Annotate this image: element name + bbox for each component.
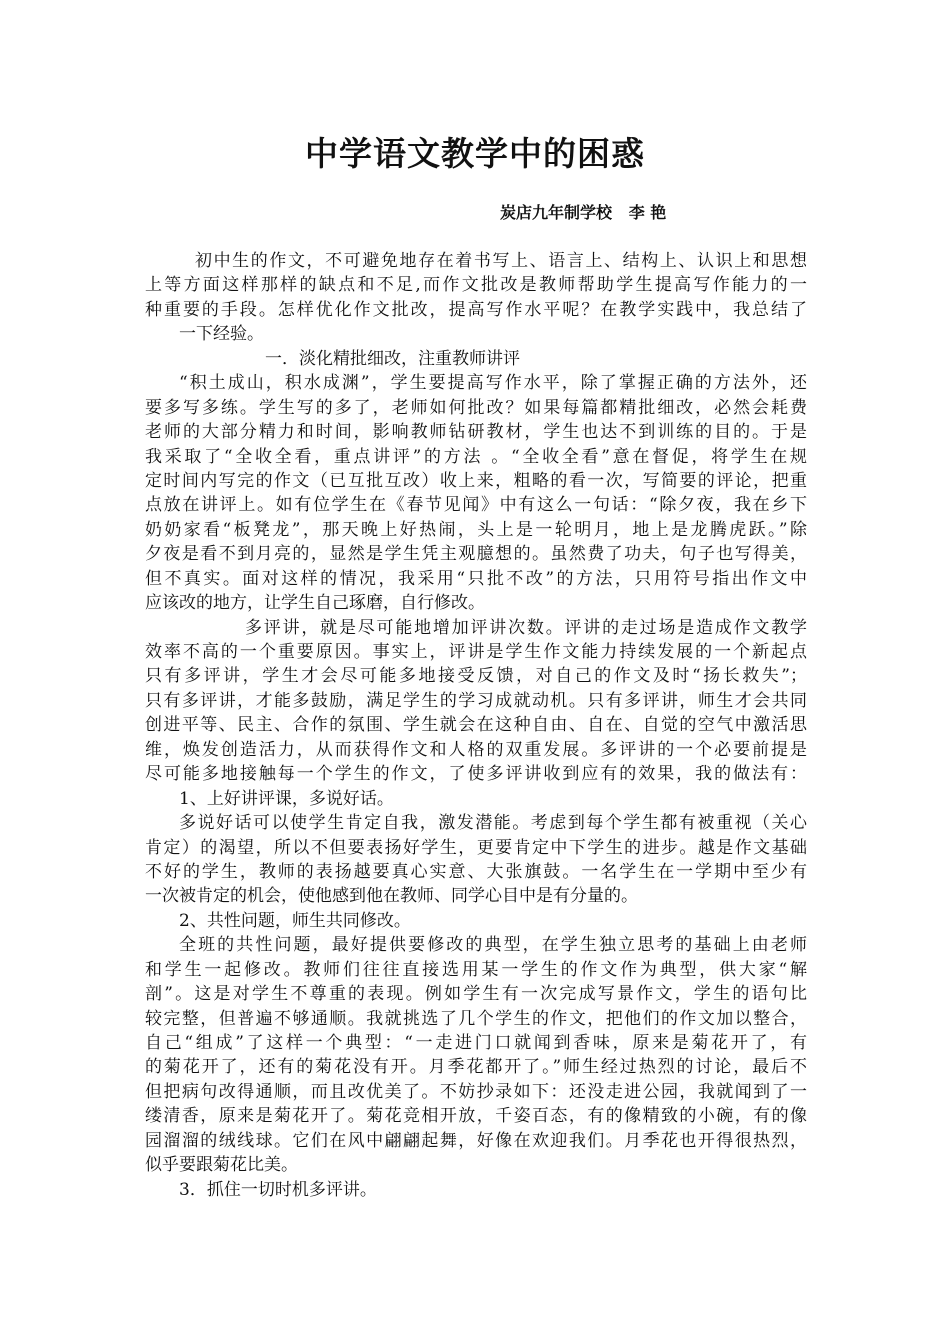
text-line: 缕清香，原来是菊花开了。菊花竞相开放，千姿百态，有的像精致的小碗，有的像 xyxy=(145,1106,807,1127)
text-line: “积土成山，积水成渊”，学生要提高写作水平，除了掌握正确的方法外，还 xyxy=(179,373,807,394)
text-line: 一次被肯定的机会，使他感到他在教师、同学心目中是有分量的。 xyxy=(145,886,638,907)
text-line: 似乎要跟菊花比美。 xyxy=(145,1155,298,1176)
text-line: 园溜溜的绒线球。它们在风中翩翩起舞，好像在欢迎我们。月季花也开得很热烈， xyxy=(145,1130,807,1151)
text-line: 和学生一起修改。教师们往往直接选用某一学生的作文作为典型，供大家“解 xyxy=(145,959,807,980)
document-body xyxy=(145,249,807,1202)
text-line: 夕夜是看不到月亮的，显然是学生凭主观臆想的。虽然费了功夫，句子也写得美， xyxy=(145,544,807,565)
document-title: 中学语文教学中的困惑 xyxy=(305,134,645,173)
text-line: 自己“组成”了这样一个典型：“一走进门口就闻到香味，原来是菊花开了，有 xyxy=(145,1033,807,1053)
text-line: 定时间内写完的作文（已互批互改）收上来，粗略的看一次，写简要的评论，把重 xyxy=(145,470,807,491)
text-line: 效率不高的一个重要原因。事实上，评讲是学生作文能力持续发展的一个新起点 xyxy=(145,642,807,662)
text-line: 剖”。这是对学生不尊重的表现。例如学生有一次完成写景作文，学生的语句比 xyxy=(145,984,807,1005)
text-line: 较完整，但普遍不够通顺。我就挑选了几个学生的作文，把他们的作文加以整合， xyxy=(145,1008,807,1029)
text-line: 一下经验。 xyxy=(179,324,264,345)
text-line: 上等方面这样那样的缺点和不足,而作文批改是教师帮助学生提高写作能力的一 xyxy=(145,275,807,296)
text-line: 种重要的手段。怎样优化作文批改，提高写作水平呢？在教学实践中，我总结了 xyxy=(145,299,807,320)
text-line: 多说好话可以使学生肯定自我，激发潜能。考虑到每个学生都有被重视（关心 xyxy=(179,813,807,834)
author-line: 炭店九年制学校 李 艳 xyxy=(500,203,667,222)
text-line: 奶奶家看“板凳龙”，那天晚上好热闹，头上是一轮明月，地上是龙腾虎跃。”除 xyxy=(145,519,807,540)
text-line: 不好的学生，教师的表扬越要真心实意、大张旗鼓。一名学生在一学期中至少有 xyxy=(145,861,807,882)
text-line: 创进平等、民主、合作的氛围、学生就会在这种自由、自在、自觉的空气中激活思 xyxy=(145,715,807,736)
text-line: 的菊花开了，还有的菊花没有开。月季花都开了。”师生经过热烈的讨论，最后不 xyxy=(145,1057,807,1078)
text-line: 多评讲，就是尽可能地增加评讲次数。评讲的走过场是造成作文教学 xyxy=(245,617,807,638)
subsection-heading: 2、共性问题，师生共同修改。 xyxy=(179,910,411,931)
text-line: 但把病句改得通顺，而且改优美了。不妨抄录如下：还没走进公园，我就闻到了一 xyxy=(145,1081,807,1102)
text-line: 维，焕发创造活力，从而获得作文和人格的双重发展。多评讲的一个必要前提是 xyxy=(145,739,807,760)
subsection-heading: 1、上好讲评课，多说好话。 xyxy=(179,788,394,809)
text-line: 全班的共性问题，最好提供要修改的典型，在学生独立思考的基础上由老师 xyxy=(179,935,807,956)
section-heading: 一．淡化精批细改，注重教师讲评 xyxy=(265,348,520,369)
text-line: 老师的大部分精力和时间，影响教师钻研教材，学生也达不到训练的目的。于是 xyxy=(145,422,807,443)
text-line: 点放在讲评上。如有位学生在《春节见闻》中有这么一句话：“除夕夜，我在乡下 xyxy=(145,495,807,516)
text-line: 只有多评讲，才能多鼓励，满足学生的学习成就动机。只有多评讲，师生才会共同 xyxy=(145,690,807,711)
text-line: 应该改的地方，让学生自己琢磨，自行修改。 xyxy=(145,593,485,614)
text-line: 只有多评讲，学生才会尽可能多地接受反馈，对自己的作文及时“扬长救失”； xyxy=(145,666,807,687)
text-line: 我采取了“全收全看，重点讲评”的方法 。“全收全看”意在督促，将学生在规 xyxy=(145,446,807,467)
text-line: 尽可能多地接触每一个学生的作文，了使多评讲收到应有的效果，我的做法有： xyxy=(145,764,807,785)
text-line: 初中生的作文，不可避免地存在着书写上、语言上、结构上、认识上和思想 xyxy=(195,251,807,271)
text-line: 要多写多练。学生写的多了，老师如何批改？如果每篇都精批细改，必然会耗费 xyxy=(145,397,807,418)
text-line: 但不真实。面对这样的情况，我采用“只批不改”的方法，只用符号指出作文中 xyxy=(145,568,807,589)
subsection-heading: 3．抓住一切时机多评讲。 xyxy=(179,1179,377,1200)
text-line: 肯定）的渴望，所以不但要表扬好学生，更要肯定中下学生的进步。越是作文基础 xyxy=(145,837,807,858)
